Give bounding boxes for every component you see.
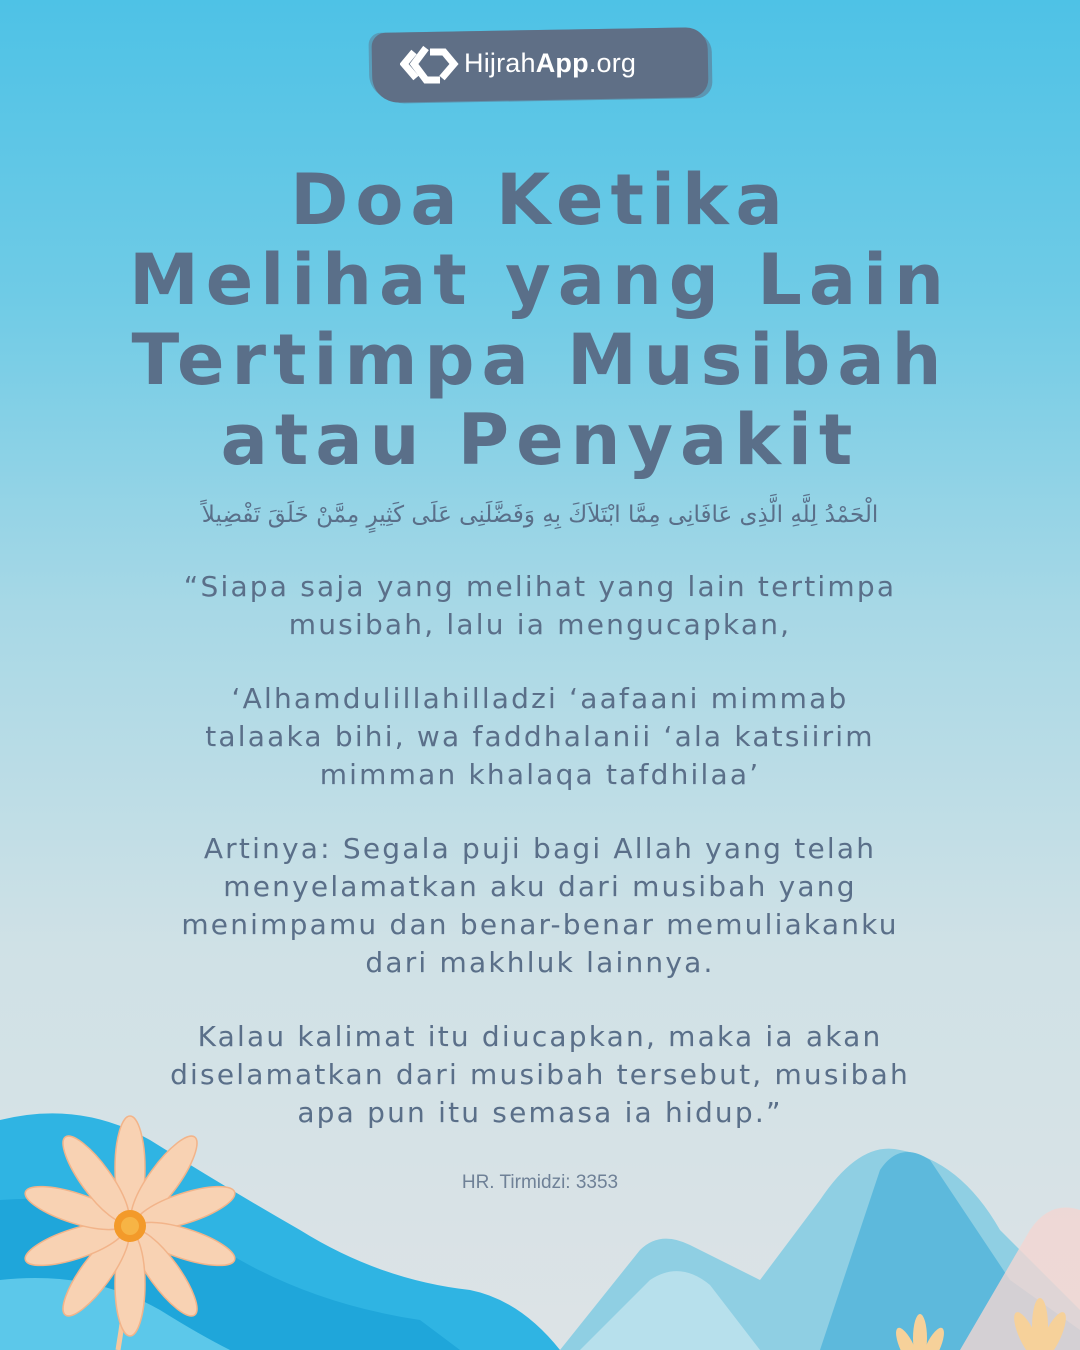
logo-name-regular: Hijrah [464, 48, 536, 78]
text-line: mimman khalaqa tafdhilaa’ [319, 758, 761, 791]
hijrahapp-logo-icon [400, 42, 460, 88]
text-line: musibah, lalu ia mengucapkan, [288, 608, 792, 641]
hadith-source: HR. Tirmidzi: 3353 [461, 1172, 619, 1193]
logo-name-suffix: .org [588, 48, 637, 78]
text-line: menyelamatkan aku dari musibah yang [223, 870, 857, 903]
transliteration-paragraph [90, 680, 990, 794]
title-line: Melihat yang Lain [129, 239, 951, 321]
text-line: “Siapa saja yang melihat yang lain tertimpa [183, 570, 897, 603]
text-line: Artinya: Segala puji bagi Allah yang telah [203, 832, 877, 865]
text-line: apa pun itu semasa ia hidup.” [297, 1096, 783, 1129]
page-title [0, 160, 1080, 480]
text-line: ‘Alhamdulillahilladzi ‘aafaani mimmab [231, 682, 849, 715]
text-line: dari makhluk lainnya. [365, 946, 715, 979]
title-line: Tertimpa Musibah [131, 319, 949, 401]
title-line: Doa Ketika [290, 159, 790, 241]
meaning-paragraph [90, 830, 990, 982]
arabic-prayer: الْحَمْدُ لِلَّهِ الَّذِى عَافَانِى مِمَّا ابْتَلاَكَ بِهِ وَفَضَّلَنِى عَلَى كَثِيرٍ مِمَّنْ خَلَقَ تَفْضِيلاً [201, 502, 879, 528]
text-line: talaaka bihi, wa faddhalanii ‘ala katsiirim [205, 720, 875, 753]
logo-name-bold: App [535, 48, 589, 78]
text-line: diselamatkan dari musibah tersebut, musibah [170, 1058, 910, 1091]
title-line: atau Penyakit [220, 399, 860, 481]
text-line: Kalau kalimat itu diucapkan, maka ia akan [197, 1020, 883, 1053]
intro-paragraph [90, 568, 990, 644]
brand-logo [372, 30, 708, 100]
text-line: menimpamu dan benar-benar memuliakanku [181, 908, 899, 941]
logo-wordmark [464, 48, 636, 79]
scenery-illustration [0, 1080, 1080, 1350]
